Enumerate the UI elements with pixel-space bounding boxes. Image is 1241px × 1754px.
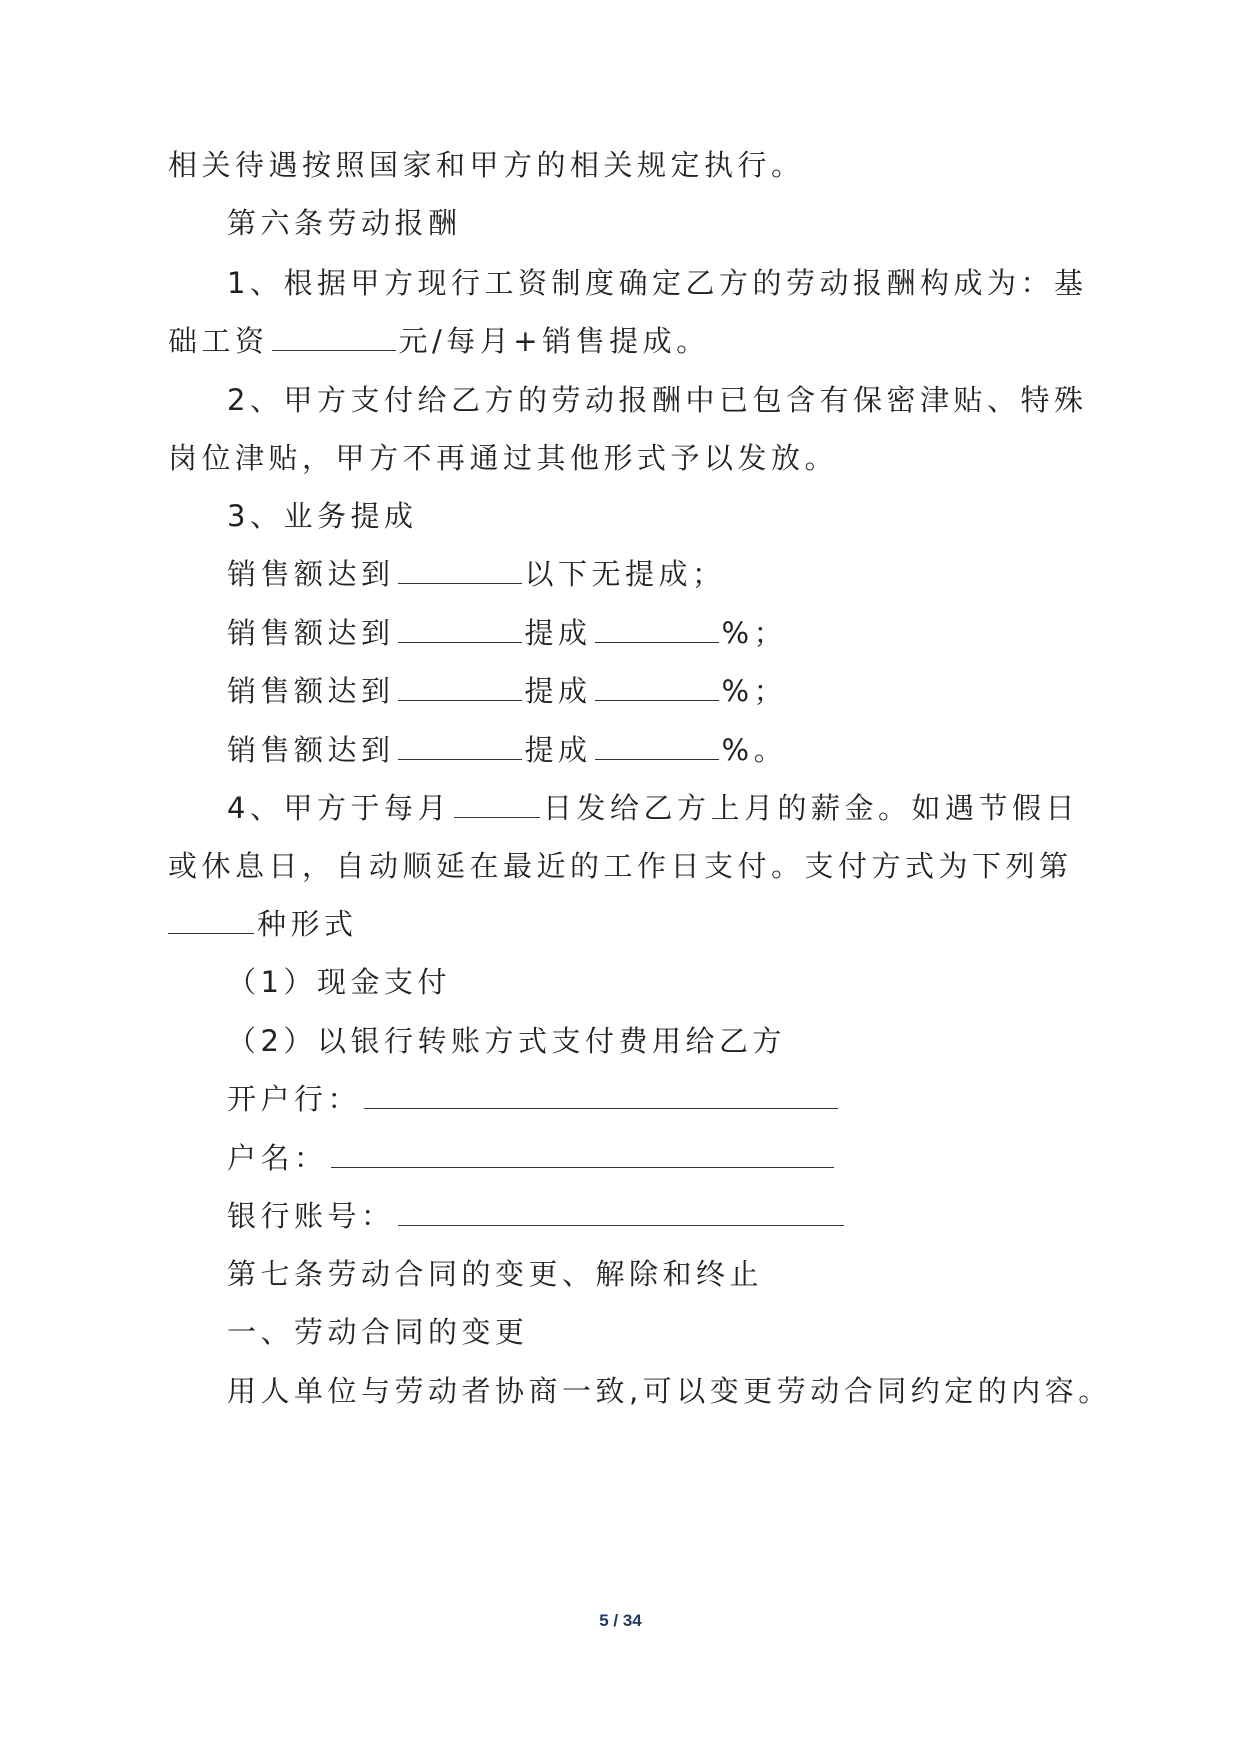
- paragraph-line: [168, 321, 710, 361]
- text: 或休息日，自动顺延在最近的工作日支付。支付方式为下列第: [168, 849, 1073, 883]
- text: 2、甲方支付给乙方的劳动报酬中已包含有保密津贴、特殊: [227, 383, 1088, 417]
- commission-row: [227, 613, 787, 653]
- text: 相关待遇按照国家和甲方的相关规定执行。: [168, 148, 805, 182]
- paragraph-line: [227, 263, 1087, 303]
- paragraph-line: [227, 496, 417, 536]
- paragraph-line: [168, 846, 1073, 886]
- text: 4、甲方于每月: [227, 791, 451, 825]
- commission-row: [227, 671, 787, 711]
- commission-rate-blank[interactable]: [595, 614, 719, 643]
- account-number-label: 银行账号：: [227, 1199, 395, 1233]
- commission-row: [227, 730, 787, 770]
- text: 销售额达到: [227, 557, 395, 591]
- paragraph-line: [227, 380, 1087, 420]
- sales-amount-blank[interactable]: [398, 672, 522, 701]
- commission-row: [227, 554, 726, 594]
- base-salary-blank[interactable]: [272, 322, 396, 351]
- commission-rate-blank[interactable]: [595, 731, 719, 760]
- text: 岗位津贴，甲方不再通过其他形式予以发放。: [168, 441, 839, 475]
- subsection-heading: [227, 1312, 529, 1352]
- option-item: [227, 962, 451, 1002]
- paragraph-line: [227, 788, 1079, 828]
- text: （2）以银行转账方式支付费用给乙方: [227, 1024, 786, 1058]
- commission-rate-blank[interactable]: [595, 672, 719, 701]
- text: 提成: [524, 616, 592, 650]
- text: 销售额达到: [227, 733, 395, 767]
- sales-amount-blank[interactable]: [398, 731, 522, 760]
- text: %。: [721, 733, 788, 767]
- text: 日发给乙方上月的薪金。如遇节假日: [542, 791, 1079, 825]
- text: 以下无提成；: [524, 557, 726, 591]
- text: 础工资: [168, 324, 269, 358]
- text: 第六条劳动报酬: [227, 206, 462, 240]
- bank-field-row: [227, 1079, 841, 1119]
- page-number: 5 / 34: [599, 1611, 642, 1630]
- text: （1）现金支付: [227, 965, 451, 999]
- paragraph-line: [227, 1371, 1112, 1411]
- text: 元/每月+销售提成。: [398, 324, 710, 358]
- sales-amount-blank[interactable]: [398, 614, 522, 643]
- text: %；: [721, 674, 788, 708]
- bank-field-row: [227, 1196, 847, 1236]
- text: %；: [721, 616, 788, 650]
- paragraph-line: [168, 145, 805, 185]
- paragraph-line: [168, 904, 358, 944]
- text: 3、业务提成: [227, 499, 418, 533]
- sales-amount-blank[interactable]: [398, 555, 522, 584]
- bank-name-label: 开户行：: [227, 1082, 362, 1116]
- text: 第七条劳动合同的变更、解除和终止: [227, 1257, 764, 1291]
- account-name-label: 户名：: [227, 1141, 328, 1175]
- text: 提成: [524, 733, 592, 767]
- text: 1、根据甲方现行工资制度确定乙方的劳动报酬构成为：基: [227, 266, 1088, 300]
- option-item: [227, 1021, 786, 1061]
- paragraph-line: [168, 438, 838, 478]
- pay-day-blank[interactable]: [454, 789, 540, 818]
- payment-method-blank[interactable]: [168, 905, 254, 934]
- section-heading: [227, 203, 462, 243]
- section-heading: [227, 1254, 763, 1294]
- text: 销售额达到: [227, 616, 395, 650]
- account-number-blank[interactable]: [398, 1197, 844, 1226]
- text: 种形式: [257, 907, 358, 941]
- text: 用人单位与劳动者协商一致,可以变更劳动合同约定的内容。: [227, 1374, 1112, 1408]
- bank-field-row: [227, 1138, 837, 1178]
- text: 销售额达到: [227, 674, 395, 708]
- text: 一、劳动合同的变更: [227, 1315, 529, 1349]
- bank-name-blank[interactable]: [364, 1080, 838, 1109]
- account-name-blank[interactable]: [331, 1139, 834, 1168]
- text: 提成: [524, 674, 592, 708]
